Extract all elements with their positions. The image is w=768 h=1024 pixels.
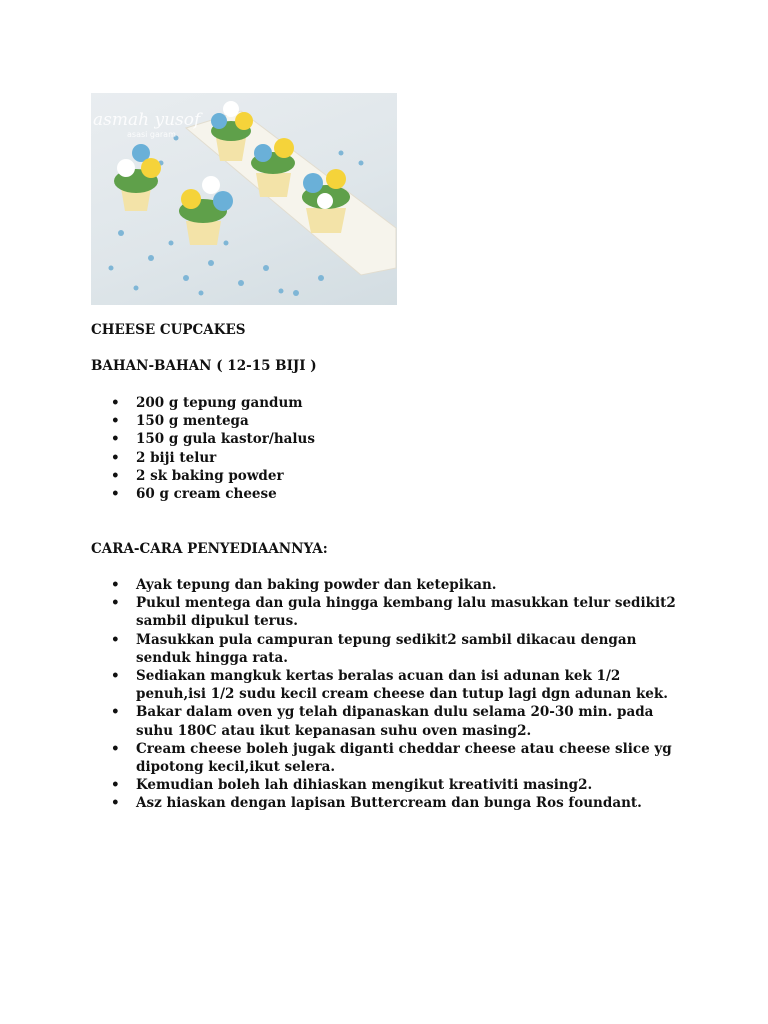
method-step: • Bakar dalam oven yg telah dipanaskan dulu selama 20-30 min. pada suhu 180C atau ikut kepanasan suhu oven masing2. — [91, 703, 691, 739]
method-step: • Pukul mentega dan gula hingga kembang lalu masukkan telur sedikit2 sambil dipukul terus. — [91, 594, 691, 630]
ingredient-item: • 2 sk baking powder — [91, 467, 691, 485]
ingredient-item: • 60 g cream cheese — [91, 485, 691, 503]
method-step: • Masukkan pula campuran tepung sedikit2 sambil dikacau dengan senduk hingga rata. — [91, 631, 691, 667]
recipe-title: CHEESE CUPCAKES — [91, 322, 246, 338]
ingredients-list — [91, 394, 691, 503]
method-step: • Kemudian boleh lah dihiaskan mengikut kreativiti masing2. — [91, 776, 691, 794]
method-step: • Asz hiaskan dengan lapisan Buttercream dan bunga Ros foundant. — [91, 794, 691, 812]
method-step: • Cream cheese boleh jugak diganti cheddar cheese atau cheese slice yg dipotong kecil,ikut selera. — [91, 740, 691, 776]
method-step: • Sediakan mangkuk kertas beralas acuan dan isi adunan kek 1/2 penuh,isi 1/2 sudu kecil cream cheese dan tutup lagi dgn adunan kek. — [91, 667, 691, 703]
cupcakes-photo — [91, 93, 397, 305]
method-step: • Ayak tepung dan baking powder dan ketepikan. — [91, 576, 691, 594]
method-steps-list — [91, 576, 691, 813]
watermark-text: asmah yusof — [93, 110, 201, 130]
ingredient-item: • 200 g tepung gandum — [91, 394, 691, 412]
watermark-subtext: asasi garam — [127, 130, 176, 139]
ingredient-item: • 150 g mentega — [91, 412, 691, 430]
ingredient-item: • 150 g gula kastor/halus — [91, 430, 691, 448]
ingredients-heading: BAHAN-BAHAN ( 12-15 BIJI ) — [91, 358, 317, 374]
cupcakes-illustration — [91, 93, 397, 305]
method-heading: CARA-CARA PENYEDIAANNYA: — [91, 541, 328, 557]
ingredient-item: • 2 biji telur — [91, 449, 691, 467]
